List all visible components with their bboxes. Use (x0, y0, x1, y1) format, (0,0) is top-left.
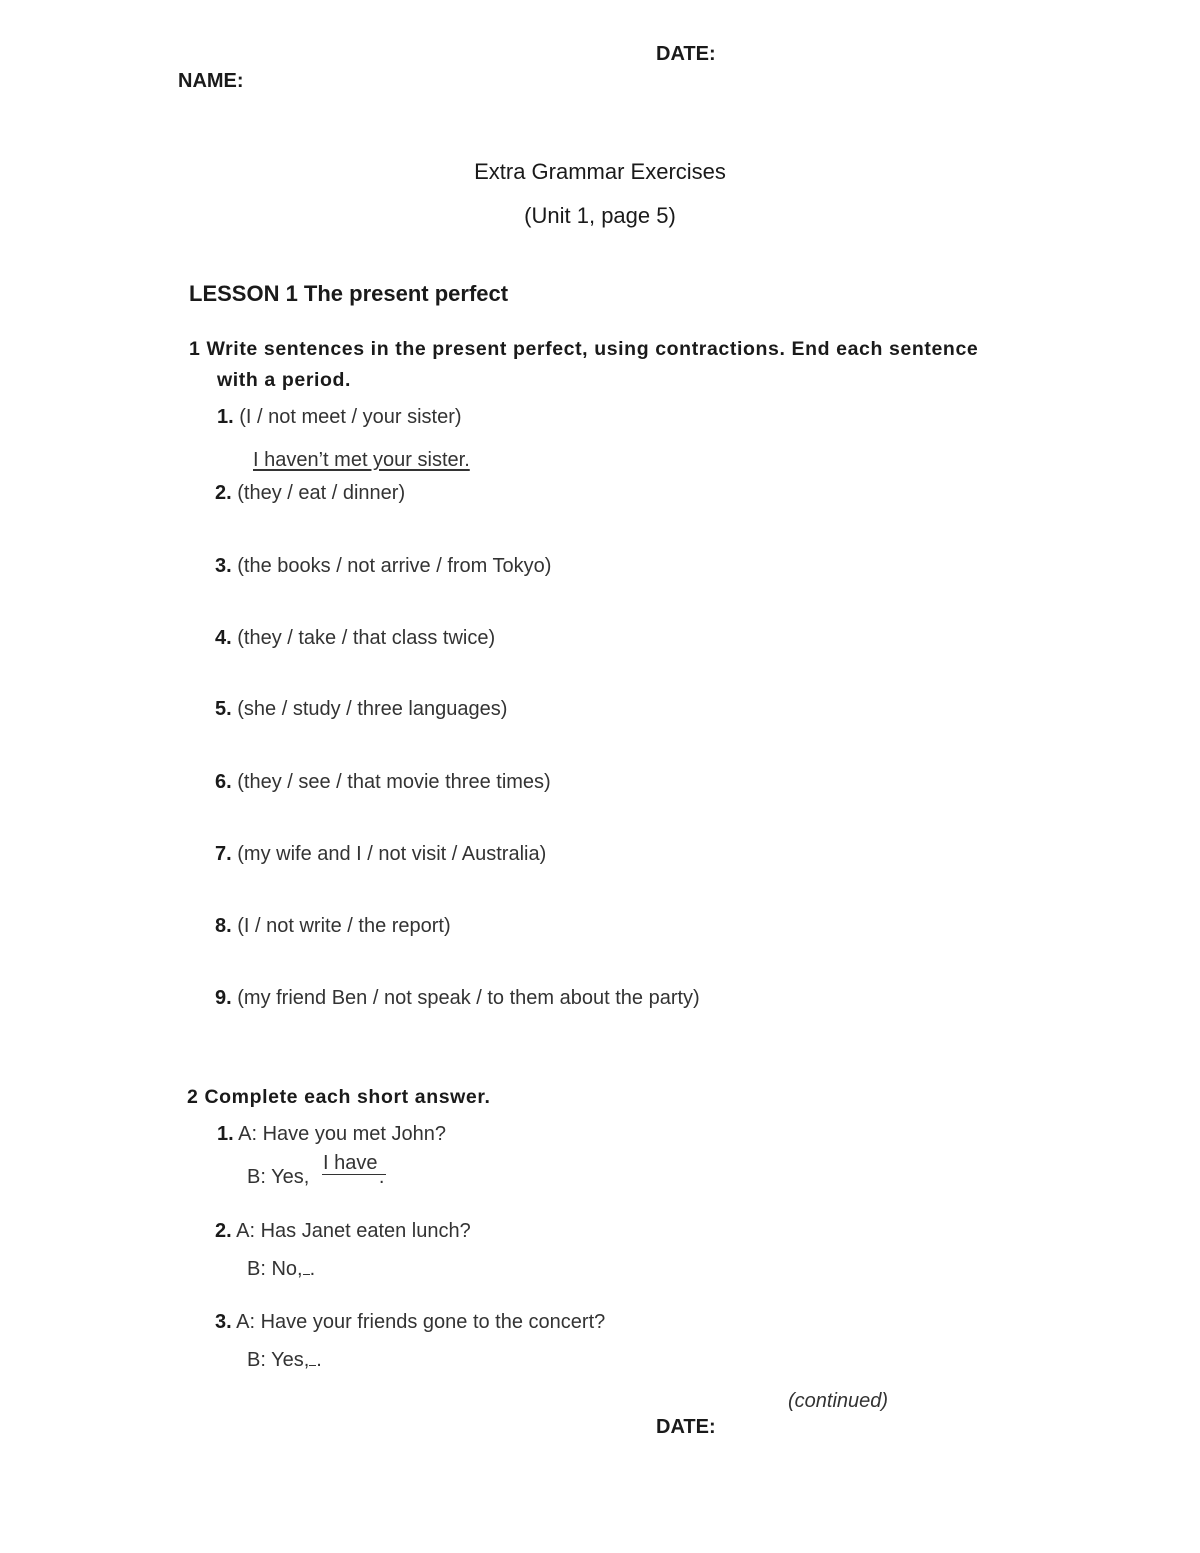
exercise1-item-3 (215, 555, 551, 578)
lesson-heading: LESSON 1 The present perfect (189, 281, 509, 306)
answer-suffix: . (378, 1166, 385, 1188)
name-label: NAME: (178, 70, 244, 92)
exercise2-instruction: 2 Complete each short answer. (187, 1086, 491, 1108)
item-prompt: (I / not write / the report) (231, 915, 451, 937)
item-number: 4. (215, 627, 232, 649)
answer-blank[interactable] (303, 1260, 310, 1275)
exercise1-item-2 (215, 482, 405, 505)
item-question: A: Have you met John? (233, 1123, 447, 1145)
answer-prefix: B: Yes, (247, 1349, 310, 1371)
exercise1-item-4 (215, 627, 495, 650)
item-question: A: Has Janet eaten lunch? (231, 1220, 471, 1242)
exercise2-item-1 (217, 1123, 446, 1146)
item-prompt: (they / take / that class twice) (231, 627, 496, 649)
item-number: 9. (215, 987, 232, 1009)
exercise2-answer-2 (247, 1258, 315, 1281)
item-number: 6. (215, 771, 232, 793)
answer-prefix: B: No, (247, 1258, 303, 1280)
exercise1-example-answer: I haven’t met your sister. (253, 449, 470, 471)
page-subtitle: (Unit 1, page 5) (524, 203, 676, 228)
item-prompt: (I / not meet / your sister) (233, 406, 462, 428)
item-question: A: Have your friends gone to the concert? (231, 1311, 606, 1333)
item-prompt: (they / see / that movie three times) (231, 771, 551, 793)
exercise1-instruction-line2: with a period. (217, 369, 352, 391)
exercise2-answer-3 (247, 1349, 322, 1372)
continued-note: (continued) (788, 1390, 889, 1412)
exercise1-item-6 (215, 771, 551, 794)
exercise1-item-9 (215, 987, 700, 1010)
item-number: 2. (215, 1220, 232, 1242)
page-title: Extra Grammar Exercises (474, 159, 726, 184)
date-label: DATE: (656, 43, 716, 65)
item-number: 1. (217, 1123, 234, 1145)
answer-suffix: . (309, 1258, 316, 1280)
exercise1-item-1 (217, 406, 462, 429)
item-number: 3. (215, 555, 232, 577)
exercise2-item-2 (215, 1220, 471, 1243)
exercise1-item-8 (215, 915, 451, 938)
exercise2-answer-1 (247, 1166, 384, 1189)
item-prompt: (they / eat / dinner) (231, 482, 406, 504)
item-prompt: (my wife and I / not visit / Australia) (231, 843, 547, 865)
exercise1-item-7 (215, 843, 546, 866)
footer-date-label: DATE: (656, 1416, 716, 1438)
exercise1-instruction-line1: 1 Write sentences in the present perfect, using contractions. End each sentence (189, 338, 979, 360)
exercise1-item-5 (215, 698, 507, 721)
item-prompt: (my friend Ben / not speak / to them about the party) (231, 987, 700, 1009)
item-number: 3. (215, 1311, 232, 1333)
item-prompt: (the books / not arrive / from Tokyo) (231, 555, 552, 577)
exercise2-example-answer: I have (323, 1152, 378, 1174)
exercise2-item-3 (215, 1311, 605, 1334)
item-number: 7. (215, 843, 232, 865)
answer-prefix: B: Yes, (247, 1166, 310, 1188)
item-prompt: (she / study / three languages) (231, 698, 508, 720)
item-number: 5. (215, 698, 232, 720)
item-number: 2. (215, 482, 232, 504)
item-number: 8. (215, 915, 232, 937)
item-number: 1. (217, 406, 234, 428)
answer-suffix: . (316, 1349, 322, 1371)
